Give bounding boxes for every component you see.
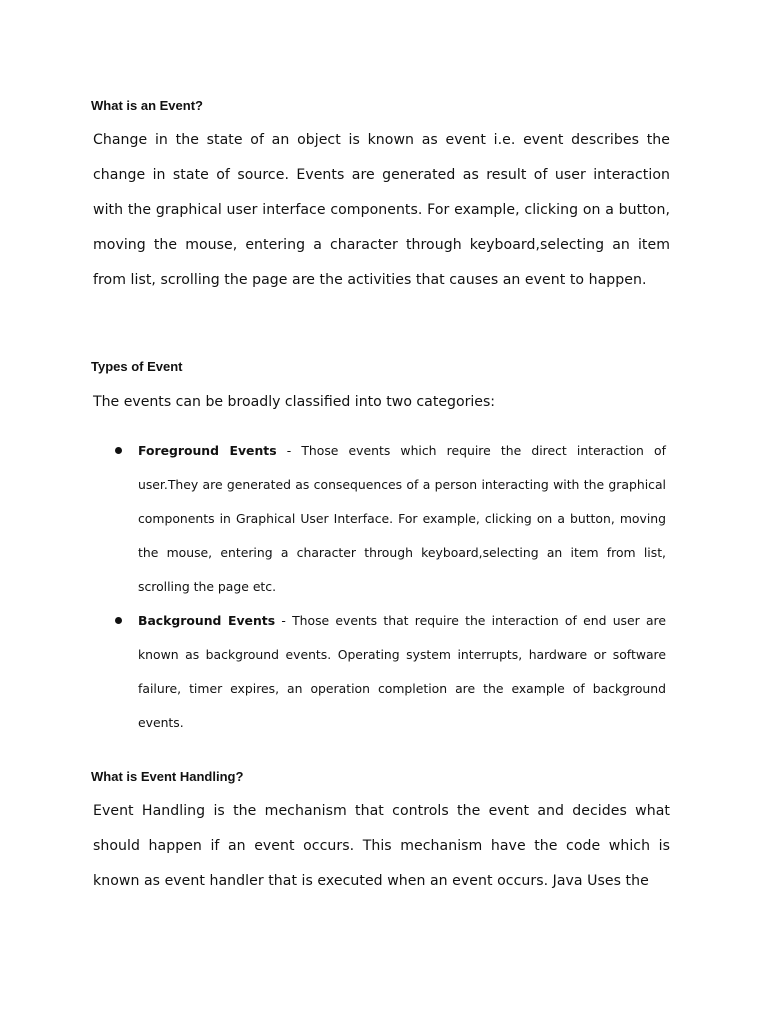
description-background-events: Those events that require the interaction of end user are known as background events. Operating system interrupts, hardware or software failure, timer expires, an operation completion are the example of background events. <box>138 613 666 730</box>
heading-event-handling: What is Event Handling? <box>91 769 244 784</box>
term-foreground-events: Foreground Events <box>138 443 277 458</box>
heading-types-of-event: Types of Event <box>91 359 183 374</box>
paragraph-event-definition: Change in the state of an object is known as event i.e. event describes the change in state of source. Events are generated as result of user interaction with the graphical user interface components. For example, clicking on a button, moving the mouse, entering a character through keyboard,selecting an item from list, scrolling the page are the activities that causes an event to happen. <box>93 132 670 288</box>
heading-what-is-event: What is an Event? <box>91 98 203 113</box>
term-separator: - <box>275 613 293 628</box>
description-foreground-events: Those events which require the direct interaction of user.They are generated as consequences of a person interacting with the graphical components in Graphical User Interface. For example, clicking on a button, moving the mouse, entering a character through keyboard,selecting an item from list, scrolling the page etc. <box>138 443 666 594</box>
list-item-foreground-events <box>138 434 666 604</box>
list-item-background-events <box>138 604 666 740</box>
paragraph-event-handling: Event Handling is the mechanism that controls the event and decides what should happen if an event occurs. This mechanism have the code which is known as event handler that is executed when an event occurs. Java Uses the <box>93 803 670 889</box>
term-separator: - <box>276 443 302 458</box>
bullet-icon <box>115 447 122 454</box>
paragraph-types-intro: The events can be broadly classified into two categories: <box>93 394 496 410</box>
term-background-events: Background Events <box>138 613 276 628</box>
bullet-icon <box>115 617 122 624</box>
